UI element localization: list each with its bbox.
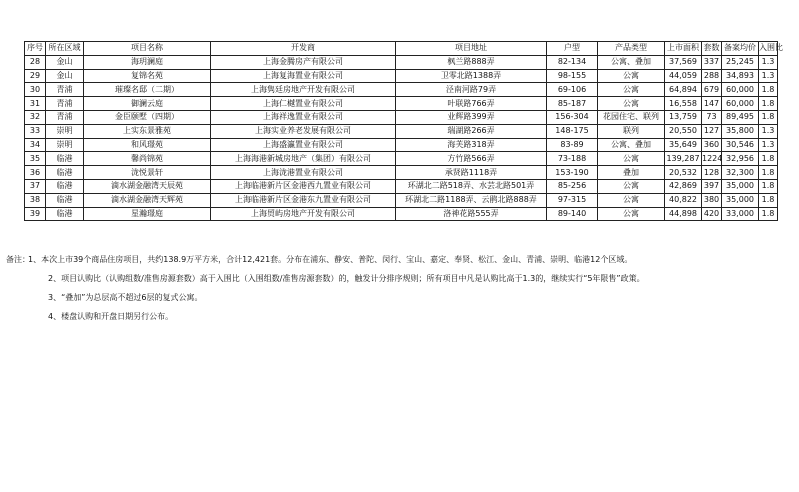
table-cell: 35,000 <box>722 193 759 207</box>
table-cell: 卫零北路1388弄 <box>396 69 547 83</box>
table-cell: 上海海港新城房地产（集团）有限公司 <box>211 152 396 166</box>
table-row <box>25 97 778 111</box>
table-cell: 1.3 <box>759 69 778 83</box>
table-cell: 上海泷港置业有限公司 <box>211 166 396 180</box>
table-cell: 28 <box>25 55 46 69</box>
table-cell: 380 <box>702 193 722 207</box>
header-cell: 上市面积 <box>665 42 702 56</box>
table-cell: 泾南河路79弄 <box>396 83 547 97</box>
table-cell: 青浦 <box>46 83 84 97</box>
table-row <box>25 193 778 207</box>
table-cell: 瑞湖路266弄 <box>396 124 547 138</box>
table-cell: 82-134 <box>547 55 598 69</box>
table-cell: 叶联路766弄 <box>396 97 547 111</box>
table-cell: 25,245 <box>722 55 759 69</box>
table-cell: 85-256 <box>547 179 598 193</box>
table-cell: 20,532 <box>665 166 702 180</box>
header-cell: 套数 <box>702 42 722 56</box>
table-row <box>25 152 778 166</box>
table-row <box>25 138 778 152</box>
table-cell: 公寓、叠加 <box>598 55 665 69</box>
table-body <box>25 55 778 221</box>
table-cell: 42,869 <box>665 179 702 193</box>
table-cell: 金山 <box>46 69 84 83</box>
table-cell: 临港 <box>46 152 84 166</box>
table-cell: 37 <box>25 179 46 193</box>
table-row <box>25 110 778 124</box>
note-text: 1、本次上市39个商品住房项目，共约138.9万平方米，合计12,421套。分布在浦东、静安、普陀、闵行、宝山、嘉定、奉贤、松江、金山、青浦、崇明、临港12个区域。 <box>28 255 633 264</box>
table-row <box>25 124 778 138</box>
table-cell: 153-190 <box>547 166 598 180</box>
table-cell: 34 <box>25 138 46 152</box>
table-cell: 崇明 <box>46 124 84 138</box>
header-cell: 开发商 <box>211 42 396 56</box>
table-cell: 35,000 <box>722 179 759 193</box>
table-cell: 海芙路318弄 <box>396 138 547 152</box>
table-cell: 上实东景雅苑 <box>84 124 211 138</box>
table-cell: 1.8 <box>759 207 778 221</box>
table-cell: 联列 <box>598 124 665 138</box>
table-row <box>25 55 778 69</box>
table-cell: 1.8 <box>759 152 778 166</box>
table-cell: 38 <box>25 193 46 207</box>
header-cell: 所在区域 <box>46 42 84 56</box>
table-cell: 泷悦景轩 <box>84 166 211 180</box>
table-row <box>25 166 778 180</box>
table-cell: 青浦 <box>46 110 84 124</box>
header-cell: 项目名称 <box>84 42 211 56</box>
table-cell: 上海贸屿房地产开发有限公司 <box>211 207 396 221</box>
table-cell: 金山 <box>46 55 84 69</box>
table-cell: 156-304 <box>547 110 598 124</box>
table-cell: 青浦 <box>46 97 84 111</box>
table-cell: 60,000 <box>722 83 759 97</box>
table-cell: 和风璟苑 <box>84 138 211 152</box>
table-cell: 承贤路1118弄 <box>396 166 547 180</box>
table-cell: 业辉路399弄 <box>396 110 547 124</box>
note-item <box>6 250 786 269</box>
table-cell: 公寓 <box>598 83 665 97</box>
table-cell: 海玥澜庭 <box>84 55 211 69</box>
table-cell: 叠加 <box>598 166 665 180</box>
table-cell: 1.8 <box>759 110 778 124</box>
table-cell: 崇明 <box>46 138 84 152</box>
table-cell: 上海祥逸置业有限公司 <box>211 110 396 124</box>
table-cell: 69-106 <box>547 83 598 97</box>
table-cell: 御澜云庭 <box>84 97 211 111</box>
table-cell: 35,649 <box>665 138 702 152</box>
table-cell: 公寓 <box>598 69 665 83</box>
table-cell: 临港 <box>46 207 84 221</box>
table-cell: 83-89 <box>547 138 598 152</box>
table-cell: 30 <box>25 83 46 97</box>
header-cell: 备案均价 <box>722 42 759 56</box>
table-cell: 34,893 <box>722 69 759 83</box>
table-cell: 公寓 <box>598 179 665 193</box>
table-cell: 360 <box>702 138 722 152</box>
notes-label: 备注： <box>6 255 30 264</box>
table-cell: 上海临港新片区金港东九置业有限公司 <box>211 193 396 207</box>
table-cell: 97-315 <box>547 193 598 207</box>
table-cell: 馨尚锦苑 <box>84 152 211 166</box>
table-cell: 复锦名苑 <box>84 69 211 83</box>
table-cell: 420 <box>702 207 722 221</box>
note-item: 3、“叠加”为总层高不超过6层的复式公寓。 <box>48 293 203 302</box>
table-cell: 20,550 <box>665 124 702 138</box>
table-cell: 73-188 <box>547 152 598 166</box>
table-cell: 98-155 <box>547 69 598 83</box>
table-cell: 36 <box>25 166 46 180</box>
table-cell: 13,759 <box>665 110 702 124</box>
table-cell: 64,894 <box>665 83 702 97</box>
table-cell: 上海临港新片区金港西九置业有限公司 <box>211 179 396 193</box>
table-cell: 公寓 <box>598 207 665 221</box>
table-cell: 44,898 <box>665 207 702 221</box>
table-cell: 85-187 <box>547 97 598 111</box>
table-cell: 679 <box>702 83 722 97</box>
table-cell: 滴水湖金融湾天辉苑 <box>84 193 211 207</box>
table-cell: 洛神花路555弄 <box>396 207 547 221</box>
table-cell: 临港 <box>46 179 84 193</box>
table-cell: 89,495 <box>722 110 759 124</box>
header-cell: 户型 <box>547 42 598 56</box>
table-cell: 32 <box>25 110 46 124</box>
table-cell: 147 <box>702 97 722 111</box>
table-cell: 148-175 <box>547 124 598 138</box>
table-row <box>25 207 778 221</box>
table-cell: 1.8 <box>759 166 778 180</box>
table-cell: 金臣颐墅（四期） <box>84 110 211 124</box>
table-cell: 上海隽廷房地产开发有限公司 <box>211 83 396 97</box>
table-cell: 337 <box>702 55 722 69</box>
notes-section <box>6 250 786 326</box>
table-cell: 39 <box>25 207 46 221</box>
table-cell: 33 <box>25 124 46 138</box>
table-cell: 40,822 <box>665 193 702 207</box>
table-cell: 139,287 <box>665 152 702 166</box>
table-cell: 1.8 <box>759 193 778 207</box>
table-cell: 127 <box>702 124 722 138</box>
table-cell: 89-140 <box>547 207 598 221</box>
table-cell: 35 <box>25 152 46 166</box>
table-cell: 44,059 <box>665 69 702 83</box>
table-cell: 花园住宅、联列 <box>598 110 665 124</box>
header-cell: 序号 <box>25 42 46 56</box>
table-cell: 37,569 <box>665 55 702 69</box>
table-cell: 临港 <box>46 193 84 207</box>
table-cell: 33,000 <box>722 207 759 221</box>
note-item: 2、项目认购比（认购组数/准售房源套数）高于入围比（入围组数/准售房源套数）的，触发计分排序规则；所有项目中凡是认购比高于1.3的，继续实行“5年限售”政策。 <box>48 274 645 283</box>
table-cell: 公寓 <box>598 193 665 207</box>
table-row <box>25 83 778 97</box>
header-cell: 入围比 <box>759 42 778 56</box>
table-cell: 1.8 <box>759 83 778 97</box>
table-cell: 上海复海置业有限公司 <box>211 69 396 83</box>
table-cell: 公寓 <box>598 97 665 111</box>
table-cell: 临港 <box>46 166 84 180</box>
table-cell: 上海实业养老发展有限公司 <box>211 124 396 138</box>
table-cell: 60,000 <box>722 97 759 111</box>
table-row <box>25 179 778 193</box>
table-cell: 环湖北二路1188弄、云鹃北路888弄 <box>396 193 547 207</box>
table-cell: 上海金腾房产有限公司 <box>211 55 396 69</box>
table-cell: 397 <box>702 179 722 193</box>
table-cell: 枫兰路888弄 <box>396 55 547 69</box>
header-cell: 项目地址 <box>396 42 547 56</box>
table-cell: 环湖北二路518弄、水芸北路501弄 <box>396 179 547 193</box>
table-cell: 31 <box>25 97 46 111</box>
table-cell: 公寓、叠加 <box>598 138 665 152</box>
table-cell: 上海仁樾置业有限公司 <box>211 97 396 111</box>
table-cell: 1.3 <box>759 55 778 69</box>
table-cell: 璀璨名邸（二期） <box>84 83 211 97</box>
table-cell: 16,558 <box>665 97 702 111</box>
table-cell: 30,546 <box>722 138 759 152</box>
table-cell: 上海盛瀛置业有限公司 <box>211 138 396 152</box>
table-row <box>25 69 778 83</box>
table-cell: 方竹路566弄 <box>396 152 547 166</box>
table-cell: 32,300 <box>722 166 759 180</box>
housing-projects-table <box>24 41 783 221</box>
note-item: 4、楼盘认购和开盘日期另行公布。 <box>48 312 174 321</box>
table-cell: 1.3 <box>759 138 778 152</box>
table-cell: 1.8 <box>759 97 778 111</box>
table-cell: 29 <box>25 69 46 83</box>
table-cell: 35,800 <box>722 124 759 138</box>
table-cell: 1.8 <box>759 179 778 193</box>
table-cell: 1224 <box>702 152 722 166</box>
table-header-row <box>25 42 778 56</box>
header-cell: 产品类型 <box>598 42 665 56</box>
table-cell: 滴水湖金融湾天辰苑 <box>84 179 211 193</box>
table-cell: 128 <box>702 166 722 180</box>
table-cell: 1.3 <box>759 124 778 138</box>
table-cell: 32,956 <box>722 152 759 166</box>
table-cell: 公寓 <box>598 152 665 166</box>
table-cell: 星瀚璟庭 <box>84 207 211 221</box>
table-cell: 73 <box>702 110 722 124</box>
table-cell: 288 <box>702 69 722 83</box>
